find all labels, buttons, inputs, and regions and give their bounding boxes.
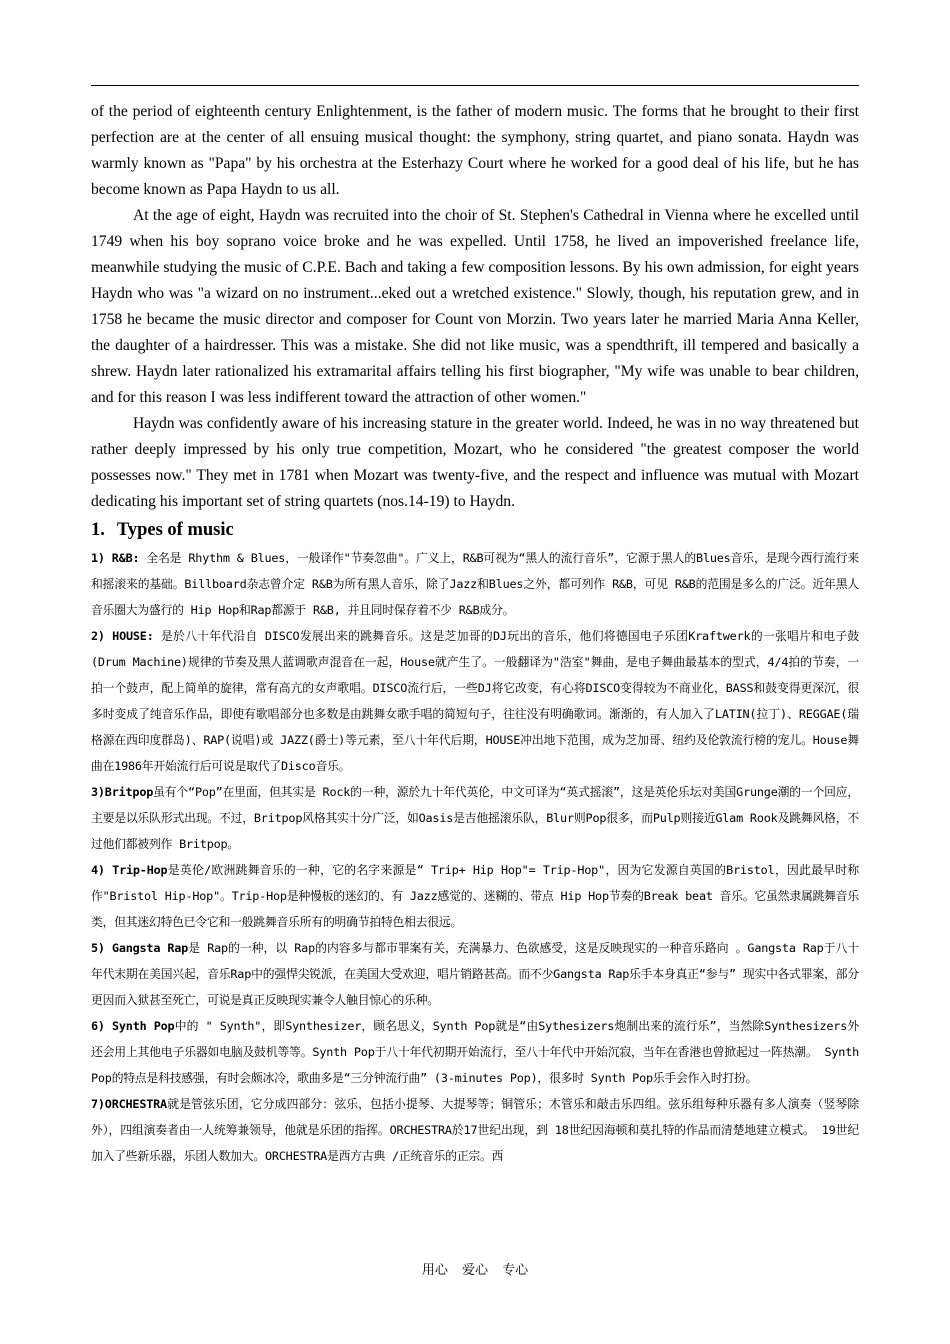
term-label: 6) Synth Pop [91, 1019, 175, 1033]
music-type-rnb [91, 545, 859, 623]
term-label: 3)Britpop [91, 785, 154, 799]
term-description: 虽有个“Pop”在里面，但其实是 Rock的一种，源於九十年代英伦，中文可译为“英式摇滚”，这是英伦乐坛对美国Grunge潮的一个回应，主要是以乐队形式出现。不过，Britpop风格其实十分广泛，如Oasis是吉他摇滚乐队，Blur则Pop很多，而Pulp则接近Glam Rook及跳舞风格，不过他们都被列作 Britpop。 [91, 785, 859, 851]
term-description: 是 Rap的一种，以 Rap的内容多与都市罪案有关，充满暴力、色欲感受，这是反映现实的一种音乐路向 。Gangsta Rap于八十年代末期在美国兴起，音乐Rap中的强悍尖锐派，在美国大受欢迎，唱片销路甚高。而不少Gangsta Rap乐手本身真正“参与” 现实中各式罪案，部分更因而入狱甚至死亡，可说是真正反映现实兼令人触目惊心的乐种。 [91, 941, 859, 1007]
term-label: 2) HOUSE: [91, 629, 154, 643]
music-type-trip-hop [91, 857, 859, 935]
music-type-britpop [91, 779, 859, 857]
section-heading [91, 515, 859, 545]
term-description: 就是管弦乐团，它分成四部分：弦乐，包括小提琴、大提琴等；铜管乐；木管乐和敲击乐四组。弦乐组每种乐器有多人演奏（竖琴除外），四组演奏者由一人统筹兼领导，他就是乐团的指挥。ORCHESTRA於17世纪出现，到 18世纪因海顿和莫扎特的作品而清楚地建立模式。 19世纪加入了些新乐器，乐团人数加大。ORCHESTRA是西方古典 /正统音乐的正宗。西 [91, 1097, 859, 1163]
term-description: 是於八十年代沿自 DISCO发展出来的跳舞音乐。这是芝加哥的DJ玩出的音乐，他们将德国电子乐团Kraftwerk的一张唱片和电子鼓(Drum Machine)规律的节奏及黑人蓝调歌声混音在一起，House就产生了。一般翻译为"浩室"舞曲，是电子舞曲最基本的型式，4/4拍的节奏，一拍一个鼓声，配上简单的旋律，常有高亢的女声歌唱。DISCO流行后，一些DJ将它改变，有心将DISCO变得较为不商业化，BASS和鼓变得更深沉，很多时变成了纯音乐作品，即使有歌唱部分也多数是由跳舞女歌手唱的简短句子，往往没有明确歌词。渐渐的，有人加入了LATIN(拉丁)、REGGAE(瑞格源在西印度群岛)、RAP(说唱)或 JAZZ(爵士)等元素，至八十年代后期，HOUSE冲出地下范围，成为芝加哥、纽约及伦敦流行榜的宠儿。House舞曲在1986年开始流行后可说是取代了Disco音乐。 [91, 629, 859, 773]
music-type-orchestra [91, 1091, 859, 1169]
term-description: 全名是 Rhythm & Blues，一般译作"节奏忽曲"。广义上，R&B可视为“黑人的流行音乐”，它源于黑人的Blues音乐，是现今西行流行来和摇滚来的基础。Billboard杂志曾介定 R&B为所有黑人音乐，除了Jazz和Blues之外，都可列作 R&B，可见 R&B的范围是多么的广泛。近年黑人音乐圈大为盛行的 Hip Hop和Rap都源于 R&B, 并且同时保存着不少 R&B成分。 [91, 551, 859, 617]
term-description: 中的 " Synth"，即Synthesizer，顾名思义，Synth Pop就是“由Sythesizers炮制出来的流行乐”，当然除Synthesizers外还会用上其他电子乐器如电脑及鼓机等等。Synth Pop于八十年代初期开始流行，至八十年代中开始沉寂，当年在香港也曾掀起过一阵热潮。 Synth Pop的特点是科技感强，有时会颇冰冷，歌曲多是“三分钟流行曲” (3-minutes Pop)，很多时 Synth Pop乐手会作入时打扮。 [91, 1019, 859, 1085]
paragraph-haydn-mozart: Haydn was confidently aware of his increasing stature in the greater world. Indeed, he was in no way threatened but rather deeply impressed by his only true competition, Mozart, who he considered "the greatest composer the world possesses now." They met in 1781 when Mozart was twenty-five, and the respect and influence was mutual with Mozart dedicating his important set of string quartets (nos.14-19) to Haydn. [91, 415, 859, 510]
term-label: 1) R&B: [91, 551, 140, 565]
music-type-synth-pop [91, 1013, 859, 1091]
section-title: Types of music [116, 520, 234, 540]
term-label: 5) Gangsta Rap [91, 941, 189, 955]
music-type-gangsta-rap [91, 935, 859, 1013]
term-label: 4) Trip-Hop [91, 863, 168, 877]
paragraph-haydn-intro: of the period of eighteenth century Enlightenment, is the father of modern music. The forms that he brought to their first perfection are at the center of all ensuing musical thought: the symphony, string quartet, and piano sonata. Haydn was warmly known as "Papa" by his orchestra at the Esterhazy Court where he worked for a good deal of his life, but he has become known as Papa Haydn to us all. [91, 103, 859, 198]
section-number: 1. [91, 520, 105, 540]
term-label: 7)ORCHESTRA [91, 1097, 167, 1111]
header-rule [91, 85, 859, 86]
music-type-house [91, 623, 859, 779]
paragraph-haydn-early-life: At the age of eight, Haydn was recruited into the choir of St. Stephen's Cathedral in Vienna where he excelled until 1749 when his boy soprano voice broke and he was expelled. Until 1758, he lived an impoverished freelance life, meanwhile studying the music of C.P.E. Bach and taking a few composition lessons. By his own admission, for eight years Haydn who was "a wizard on no instrument...eked out a wretched existence." Slowly, though, his reputation grew, and in 1758 he became the music director and composer for Count von Morzin. Two years later he married Maria Anna Keller, the daughter of a hairdresser. This was a mistake. She did not like music, was a spendthrift, ill tempered and basically a shrew. Haydn later rationalized his extramarital affairs telling his first biographer, "My wife was unable to bear children, and for this reason I was less indifferent toward the attraction of other women." [91, 207, 859, 406]
document-body [91, 99, 859, 1169]
term-description: 是英伦/欧洲跳舞音乐的一种，它的名字来源是“ Trip+ Hip Hop"= Trip-Hop"，因为它发源自英国的Bristol，因此最早时称作"Bristol Hip-Hop"。Trip-Hop是种慢板的迷幻的、有 Jazz感觉的、迷糊的、带点 Hip Hop节奏的Break beat 音乐。它虽然隶属跳舞音乐类，但其迷幻特色已令它和一般跳舞音乐所有的明确节拍特色相去很远。 [91, 863, 859, 929]
page-footer: 用心 爱心 专心 [421, 1263, 529, 1278]
